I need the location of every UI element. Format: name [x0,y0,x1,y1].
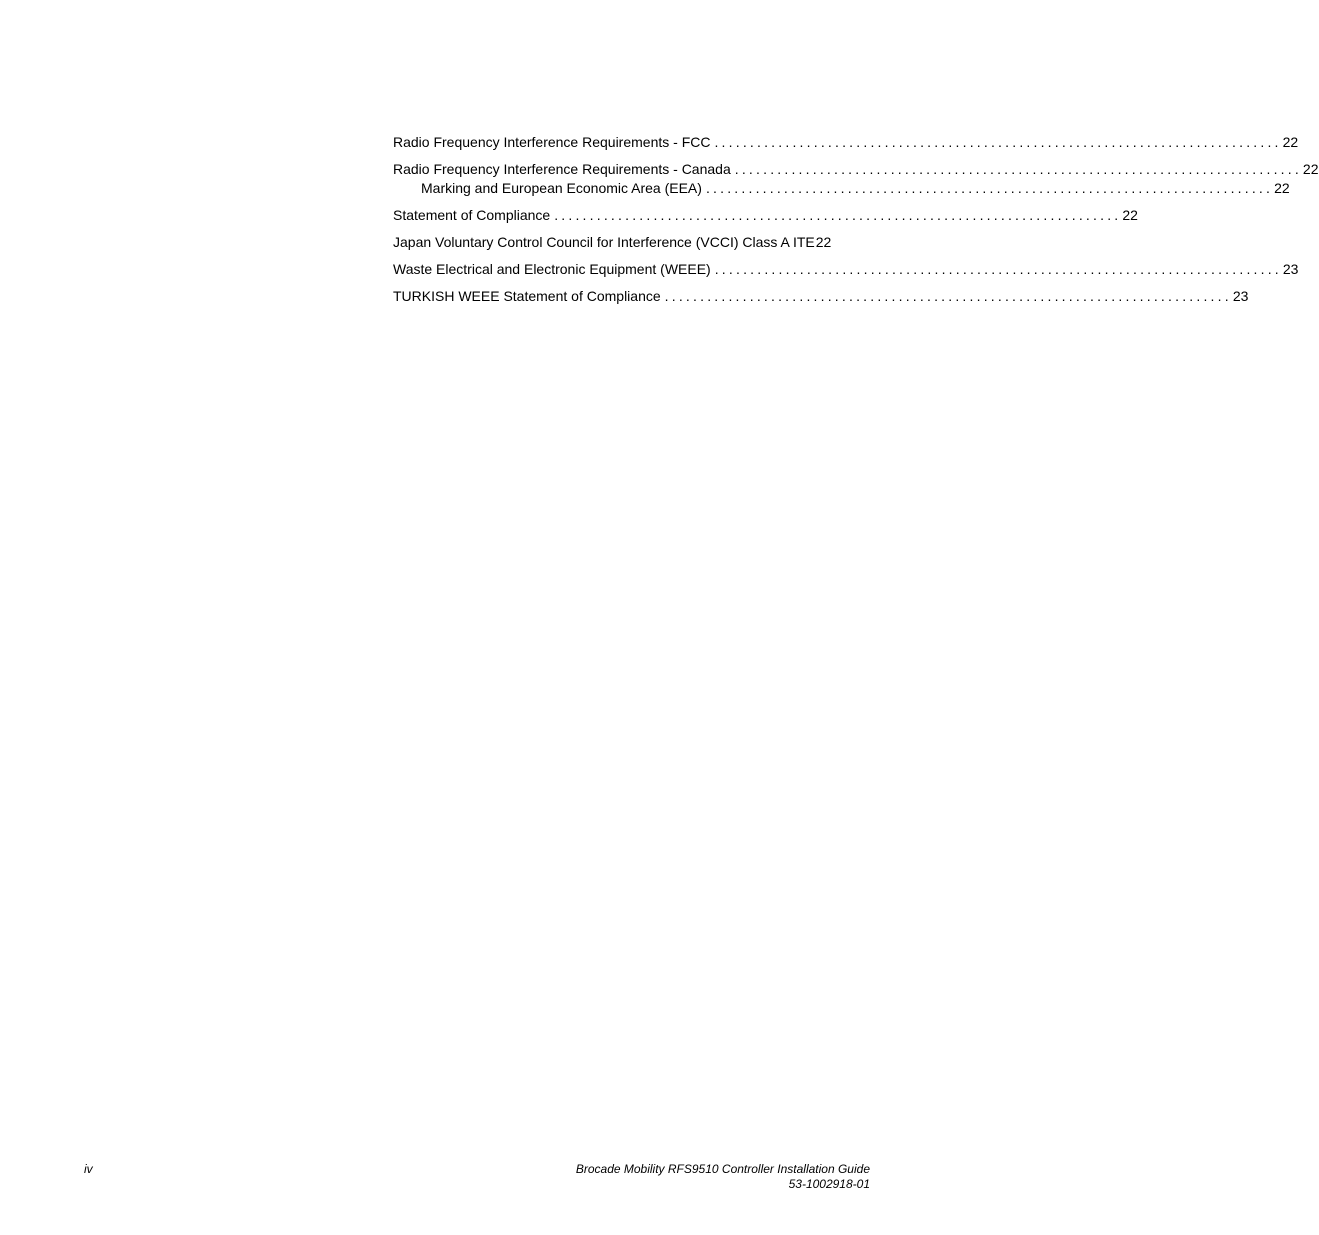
toc-entry-title: Statement of Compliance [393,206,554,225]
toc-entry[interactable] [393,160,1319,179]
footer-page-number: iv [84,1162,93,1176]
footer-guide-title: Brocade Mobility RFS9510 Controller Installation Guide [575,1162,870,1176]
toc-entry[interactable] [393,287,1249,306]
footer-doc-info [576,1162,870,1192]
toc-entry-title: Radio Frequency Interference Requirements - FCC [393,133,714,152]
toc-dot-leader: ................................................................................ [714,261,1282,277]
toc-dot-leader: ................................................................................ [714,134,1282,150]
toc-entry[interactable] [393,260,1299,279]
toc-entry-page: 23 [1232,288,1249,304]
toc-entry[interactable] [393,179,1290,198]
toc-entry-page: 22 [1302,161,1319,177]
toc-entry[interactable] [393,233,842,252]
toc-entry-title: Marking and European Economic Area (EEA) [421,179,706,198]
toc-entry-page: 22 [1282,134,1299,150]
toc-dot-leader: ................................................................................ [554,207,1122,223]
toc-entry-title: Radio Frequency Interference Requirements - Canada [393,160,735,179]
toc-entry-page: 23 [1282,261,1299,277]
footer-doc-number: 53-1002918-01 [788,1177,870,1191]
toc-entry-title: Waste Electrical and Electronic Equipment (WEEE) [393,260,715,279]
toc-entry-title: TURKISH WEEE Statement of Compliance [393,287,665,306]
toc-dot-leader: ................................................................................ [664,288,1232,304]
table-of-contents [393,133,1319,306]
toc-entry-page: 22 [815,234,832,250]
toc-entry[interactable] [393,133,1299,152]
toc-entry[interactable] [393,206,1138,225]
toc-entry-page: 22 [1122,207,1138,223]
toc-dot-leader: ................................................................................ [734,161,1302,177]
toc-entry-title: Japan Voluntary Control Council for Interference (VCCI) Class A ITE [393,234,815,250]
toc-dot-leader: ................................................................................ [705,180,1274,196]
toc-entry-page: 22 [1274,180,1290,196]
